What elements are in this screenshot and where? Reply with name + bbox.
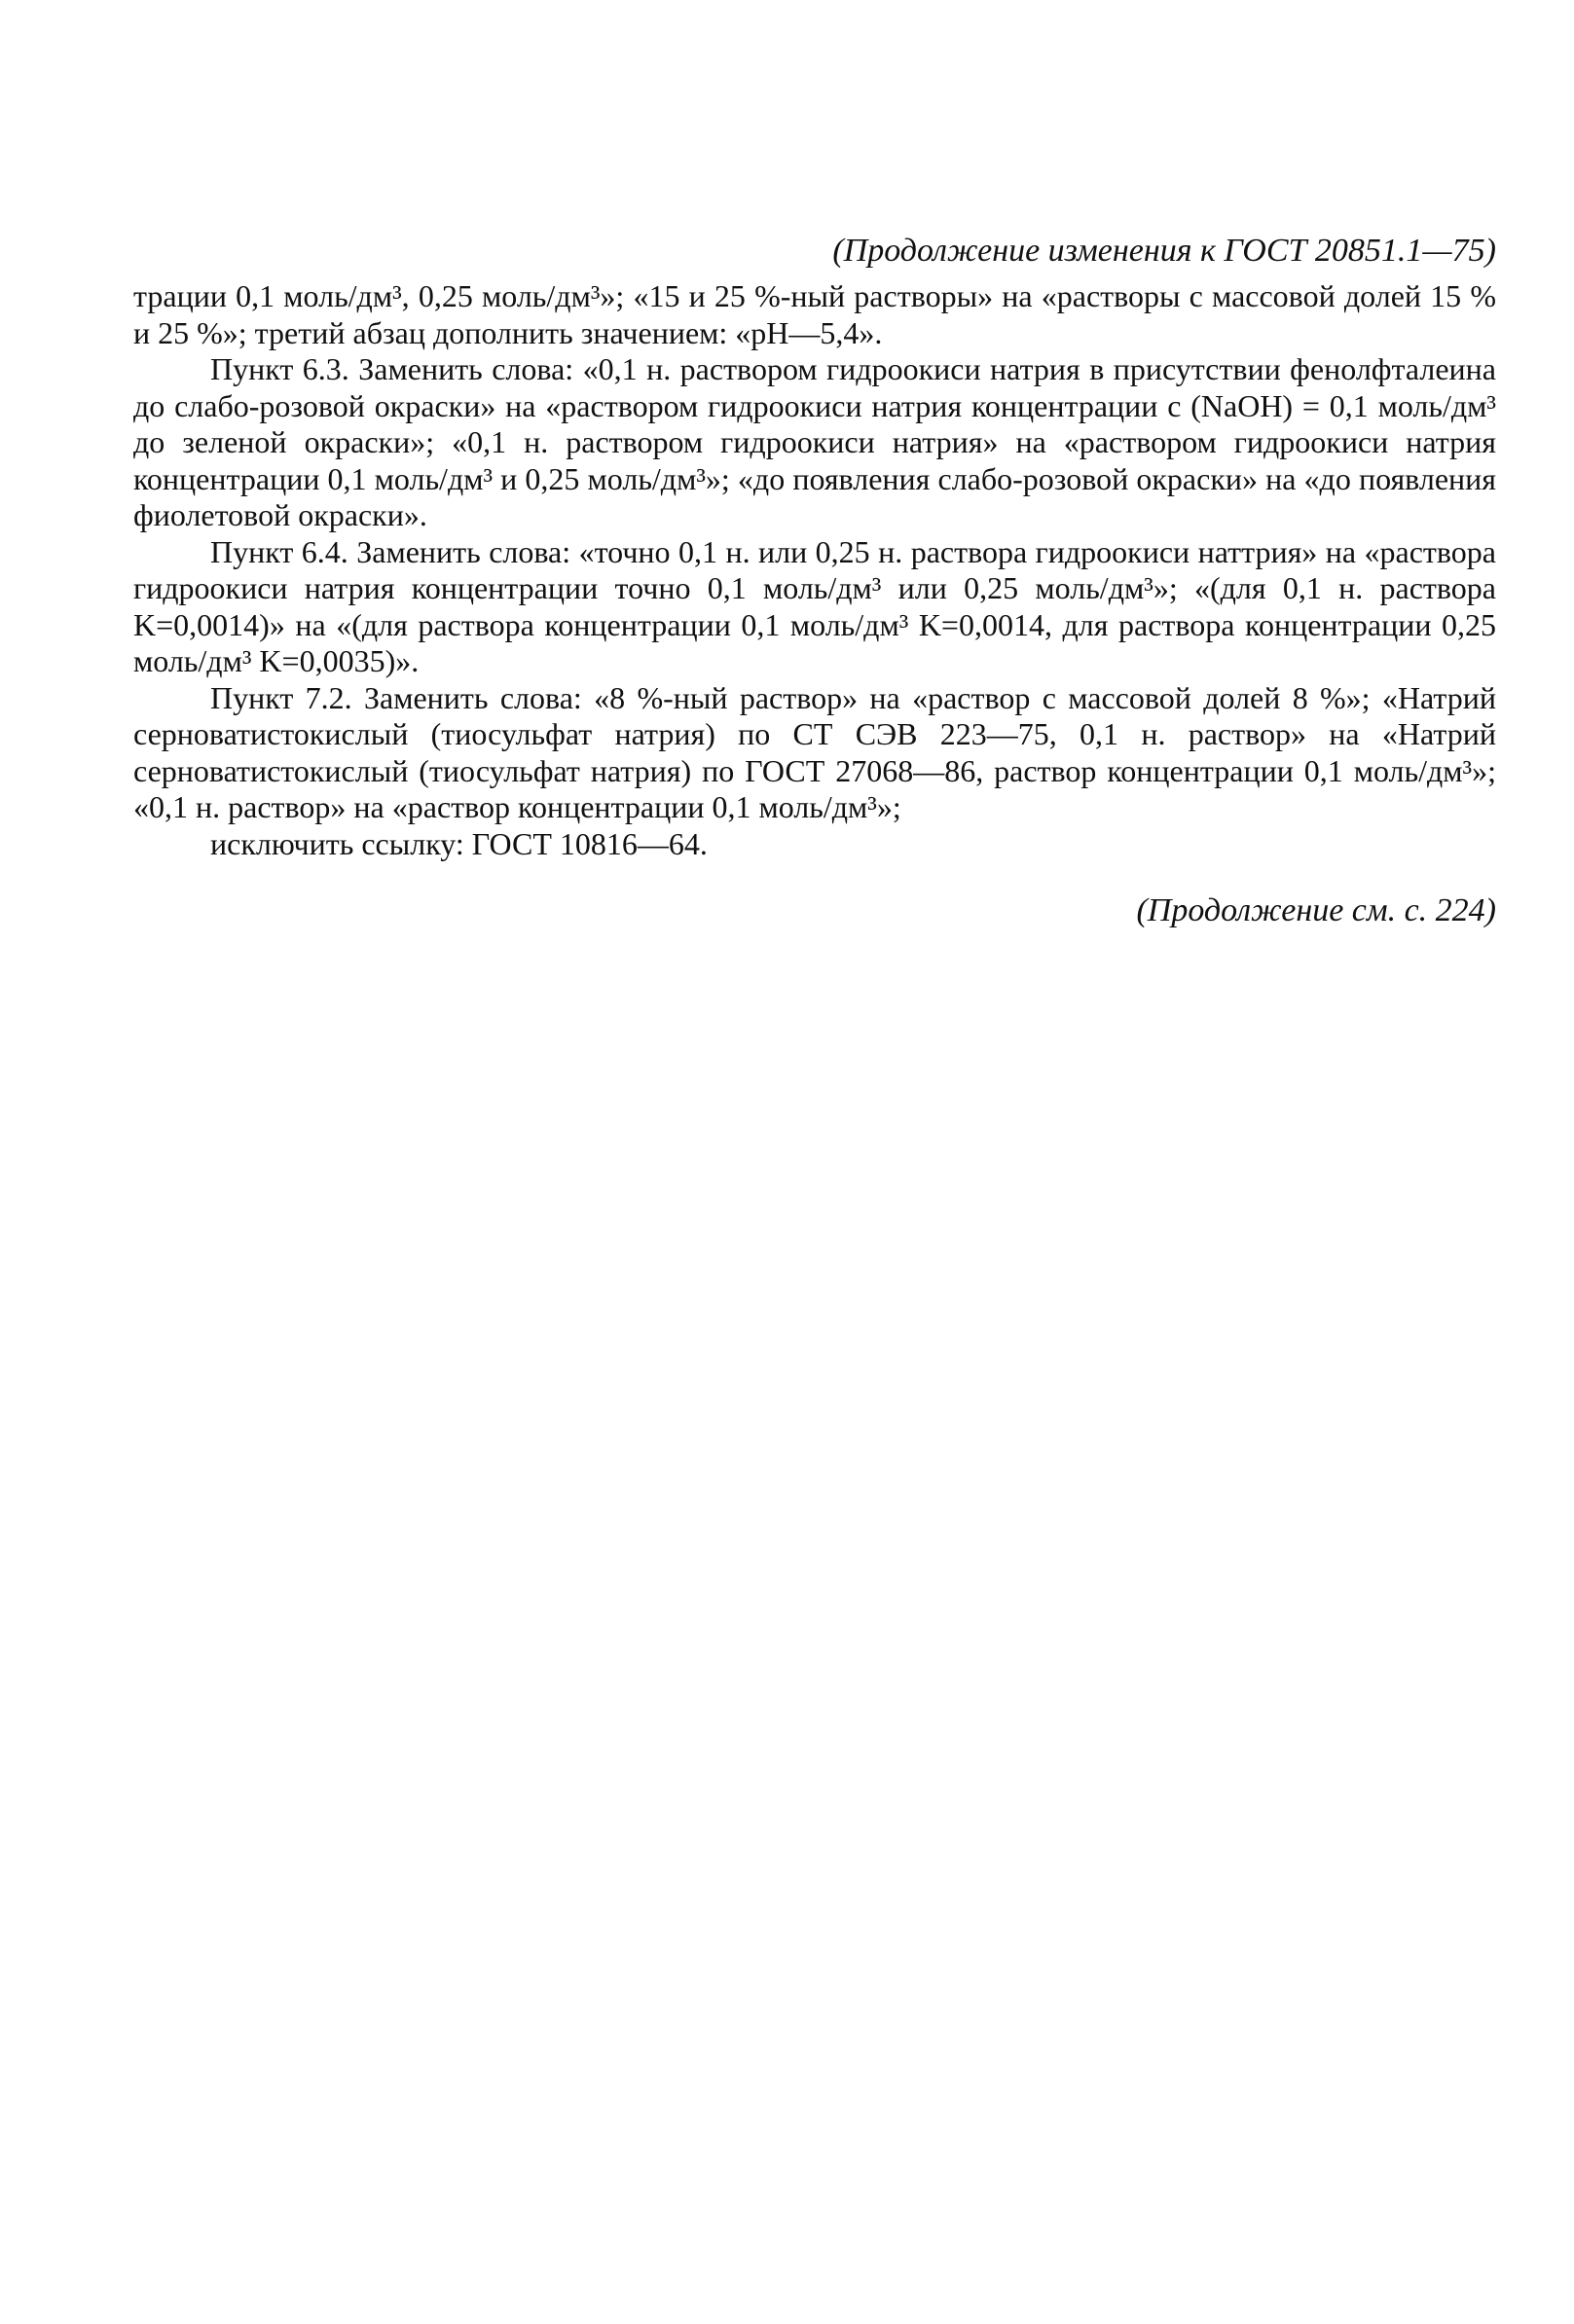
paragraph-item-7-2-exclusion: исключить ссылку: ГОСТ 10816—64. bbox=[210, 825, 708, 861]
paragraph-item-7-2: Пункт 7.2. Заменить слова: «8 %-ный раствор» на «раствор с массовой долей 8 %»; «Натрий серноватистокислый (тиосульфат натрия) по СТ СЭВ 223—75, 0,1 н. раствор» на «Натрий серноватистокислый (тиосульфат натрия) по ГОСТ 27068—86, раствор концентрации 0,1 моль/дм³»; «0,1 н. раствор» на «раствор концентрации 0,1 моль/дм³»; bbox=[133, 679, 1496, 824]
paragraph-item-6-4: Пункт 6.4. Заменить слова: «точно 0,1 н. или 0,25 н. раствора гидроокиси наттрия» на «раствора гидроокиси натрия концентрации точно 0,1 моль/дм³ или 0,25 моль/дм³»; «(для 0,1 н. раствора K=0,0014)» на «(для раствора концентрации 0,1 моль/дм³ K=0,0014, для раствора концентрации 0,25 моль/дм³ K=0,0035)». bbox=[133, 533, 1496, 678]
running-header: (Продолжение изменения к ГОСТ 20851.1—75) bbox=[832, 233, 1496, 269]
continuation-note: (Продолжение см. с. 224) bbox=[1136, 892, 1496, 928]
document-page bbox=[133, 230, 1496, 932]
paragraph-item-6-3: Пункт 6.3. Заменить слова: «0,1 н. раствором гидроокиси натрия в присутствии фенолфталеина до слабо-розовой окраски» на «раствором гидроокиси натрия концентрации c (NaOH) = 0,1 моль/дм³ до зеленой окраски»; «0,1 н. раствором гидроокиси натрия» на «раствором гидроокиси натрия концентрации 0,1 моль/дм³ и 0,25 моль/дм³»; «до появления слабо-розовой окраски» на «до появления фиолетовой окраски». bbox=[133, 351, 1496, 532]
paragraph-continuation: трации 0,1 моль/дм³, 0,25 моль/дм³»; «15 и 25 %-ный растворы» на «растворы с массовой долей 15 % и 25 %»; третий абзац дополнить значением: «рН—5,4». bbox=[133, 278, 1496, 350]
